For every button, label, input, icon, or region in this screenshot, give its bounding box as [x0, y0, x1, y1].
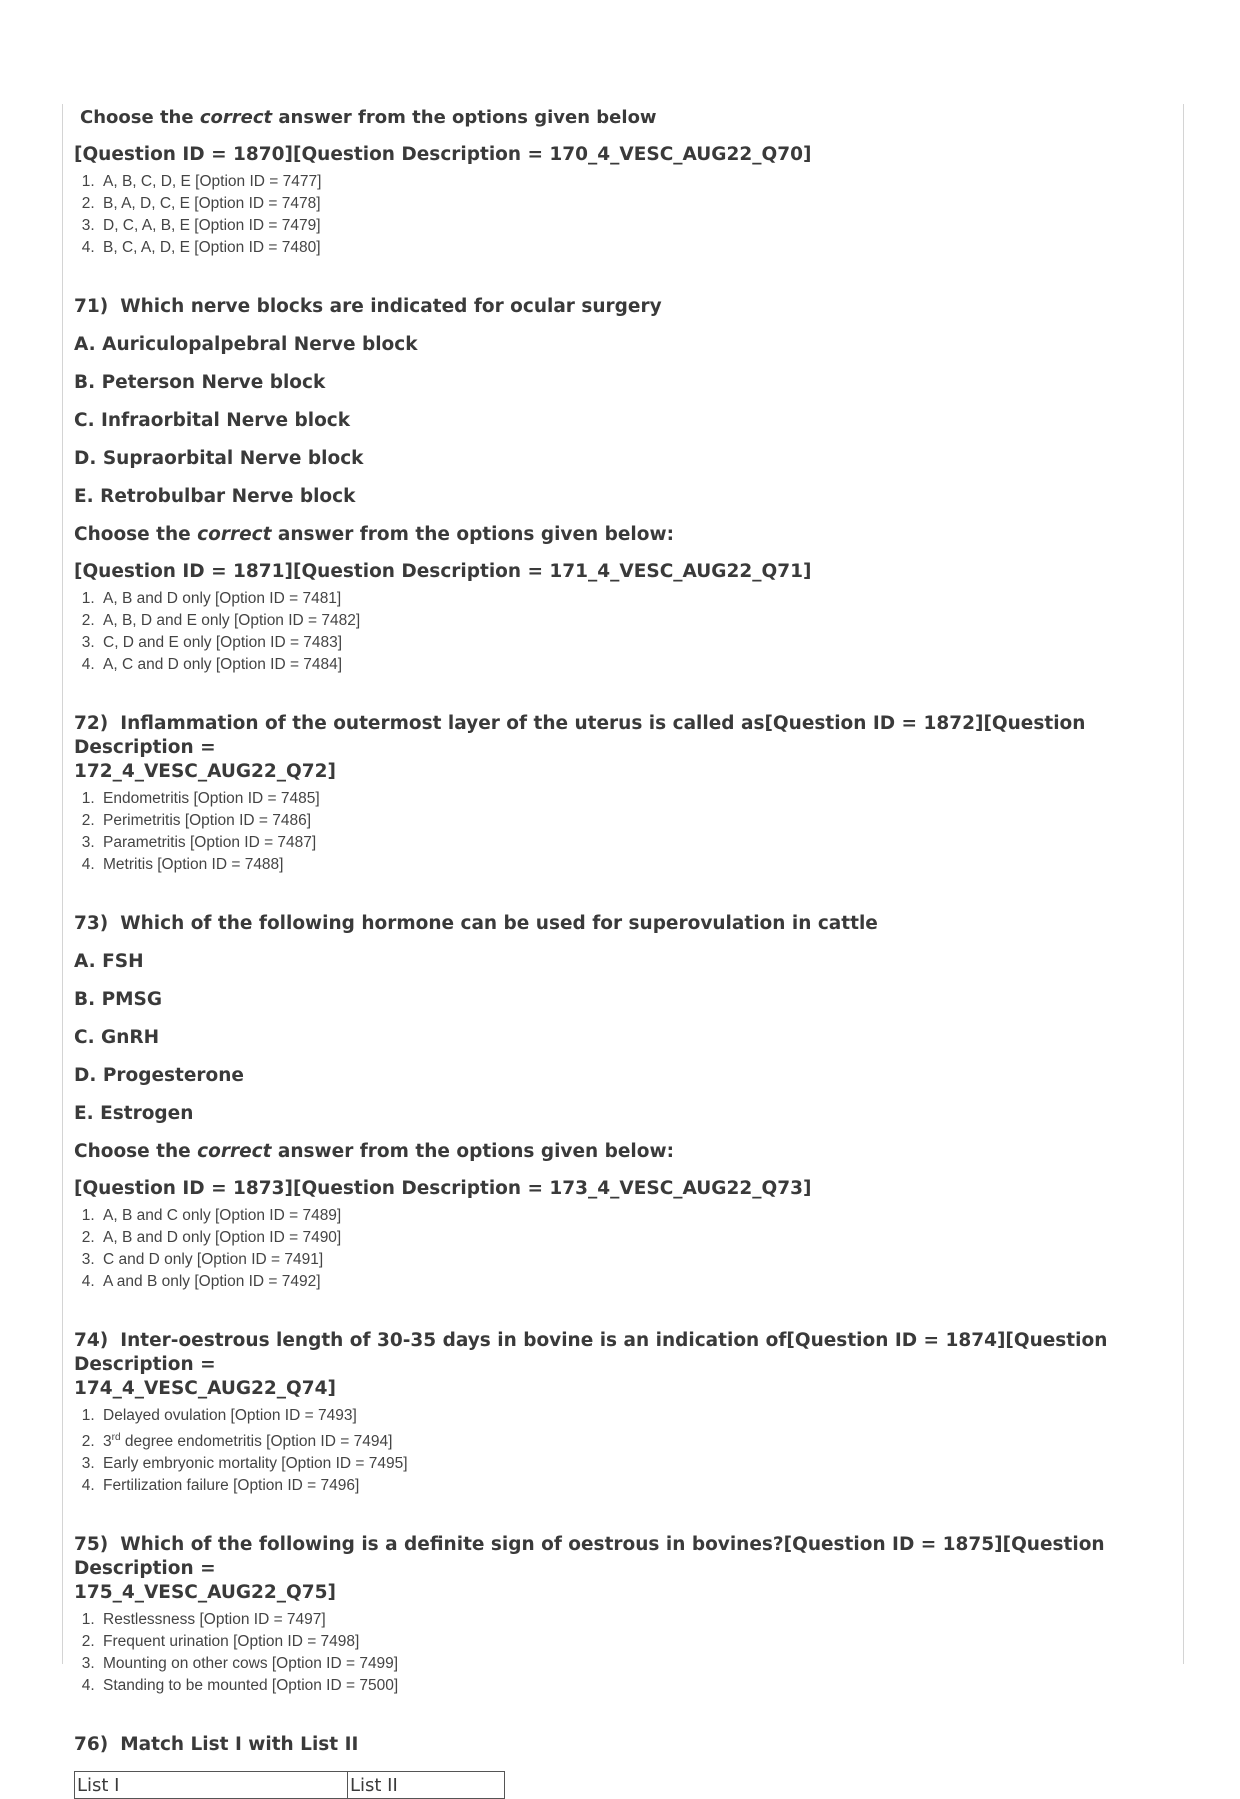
question-title: 75) Which of the following is a definite sign of oestrous in bovines?[Question ID = 1875][Question Description = 175_4_VESC_AUG22_Q75]	[74, 1534, 1105, 1604]
option-item: 4. Standing to be mounted [Option ID = 7500]	[99, 1675, 1134, 1697]
option-list	[74, 1205, 1134, 1293]
question-title: 74) Inter-oestrous length of 30-35 days in bovine is an indication of[Question ID = 1874][Question Description = 174_4_VESC_AUG22_Q74]	[74, 1330, 1108, 1399]
option-item: 3. C and D only [Option ID = 7491]	[99, 1249, 1134, 1271]
question-id-line: [Question ID = 1871][Question Description = 171_4_VESC_AUG22_Q71]	[74, 561, 812, 582]
option-item: 2. A, B and D only [Option ID = 7490]	[99, 1227, 1134, 1249]
option-item: 2. Perimetritis [Option ID = 7486]	[99, 810, 1134, 832]
choose-instruction: Choose the correct answer from the options given below:	[74, 524, 674, 545]
option-list	[74, 1405, 1134, 1497]
option-item: 2. Frequent urination [Option ID = 7498]	[99, 1631, 1134, 1653]
document-page	[62, 104, 1184, 1796]
statement-item: E. Retrobulbar Nerve block	[74, 486, 356, 507]
option-item: 1. Endometritis [Option ID = 7485]	[99, 788, 1134, 810]
option-item: 1. Restlessness [Option ID = 7497]	[99, 1609, 1134, 1631]
choose-instruction: Choose the correct answer from the options given below	[80, 107, 657, 128]
option-item: 4. Metritis [Option ID = 7488]	[99, 854, 1134, 876]
question-title: 73) Which of the following hormone can be used for superovulation in cattle	[74, 913, 878, 934]
option-item: 3. Early embryonic mortality [Option ID = 7495]	[99, 1453, 1134, 1475]
option-item: 3. Mounting on other cows [Option ID = 7499]	[99, 1653, 1134, 1675]
option-item: 3. C, D and E only [Option ID = 7483]	[99, 632, 1134, 654]
option-item: 4. A, C and D only [Option ID = 7484]	[99, 654, 1134, 676]
statement-item: C. GnRH	[74, 1027, 160, 1048]
question-title: 71) Which nerve blocks are indicated for ocular surgery	[74, 296, 662, 317]
table-header-cell: List I	[75, 1772, 348, 1799]
option-item: 1. Delayed ovulation [Option ID = 7493]	[99, 1405, 1134, 1427]
option-item: 1. A, B and D only [Option ID = 7481]	[99, 588, 1134, 610]
option-list	[74, 171, 1134, 259]
statement-item: D. Progesterone	[74, 1065, 244, 1086]
option-list	[74, 1609, 1134, 1697]
choose-instruction: Choose the correct answer from the options given below:	[74, 1141, 674, 1162]
option-list	[74, 588, 1134, 676]
statement-item: B. PMSG	[74, 989, 163, 1010]
question-title: 76) Match List I with List II	[74, 1734, 359, 1756]
statement-item: A. FSH	[74, 951, 144, 972]
option-item: 3. D, C, A, B, E [Option ID = 7479]	[99, 215, 1134, 237]
statement-item: A. Auriculopalpebral Nerve block	[74, 334, 418, 355]
option-item: 1. A, B, C, D, E [Option ID = 7477]	[99, 171, 1134, 193]
option-item: 4. A and B only [Option ID = 7492]	[99, 1271, 1134, 1293]
page-content	[74, 104, 1134, 1799]
statement-item: B. Peterson Nerve block	[74, 372, 326, 393]
option-item: 2. B, A, D, C, E [Option ID = 7478]	[99, 193, 1134, 215]
table-header-cell: List II	[348, 1772, 505, 1799]
question-id-line: [Question ID = 1870][Question Description = 170_4_VESC_AUG22_Q70]	[74, 144, 812, 165]
option-item: 1. A, B and C only [Option ID = 7489]	[99, 1205, 1134, 1227]
statement-item: D. Supraorbital Nerve block	[74, 448, 364, 469]
option-item: 4. B, C, A, D, E [Option ID = 7480]	[99, 237, 1134, 259]
match-table	[74, 1771, 505, 1799]
option-list	[74, 788, 1134, 876]
statement-item: E. Estrogen	[74, 1103, 194, 1124]
question-id-line: [Question ID = 1873][Question Description = 173_4_VESC_AUG22_Q73]	[74, 1178, 812, 1199]
option-item: 4. Fertilization failure [Option ID = 7496]	[99, 1475, 1134, 1497]
option-item: 2. 3rd degree endometritis [Option ID = 7494]	[99, 1427, 1134, 1453]
option-item: 3. Parametritis [Option ID = 7487]	[99, 832, 1134, 854]
statement-item: C. Infraorbital Nerve block	[74, 410, 351, 431]
table-row	[75, 1772, 505, 1799]
option-item: 2. A, B, D and E only [Option ID = 7482]	[99, 610, 1134, 632]
question-title: 72) Inflammation of the outermost layer of the uterus is called as[Question ID = 1872][Question Description = 172_4_VESC_AUG22_Q72]	[74, 713, 1086, 782]
